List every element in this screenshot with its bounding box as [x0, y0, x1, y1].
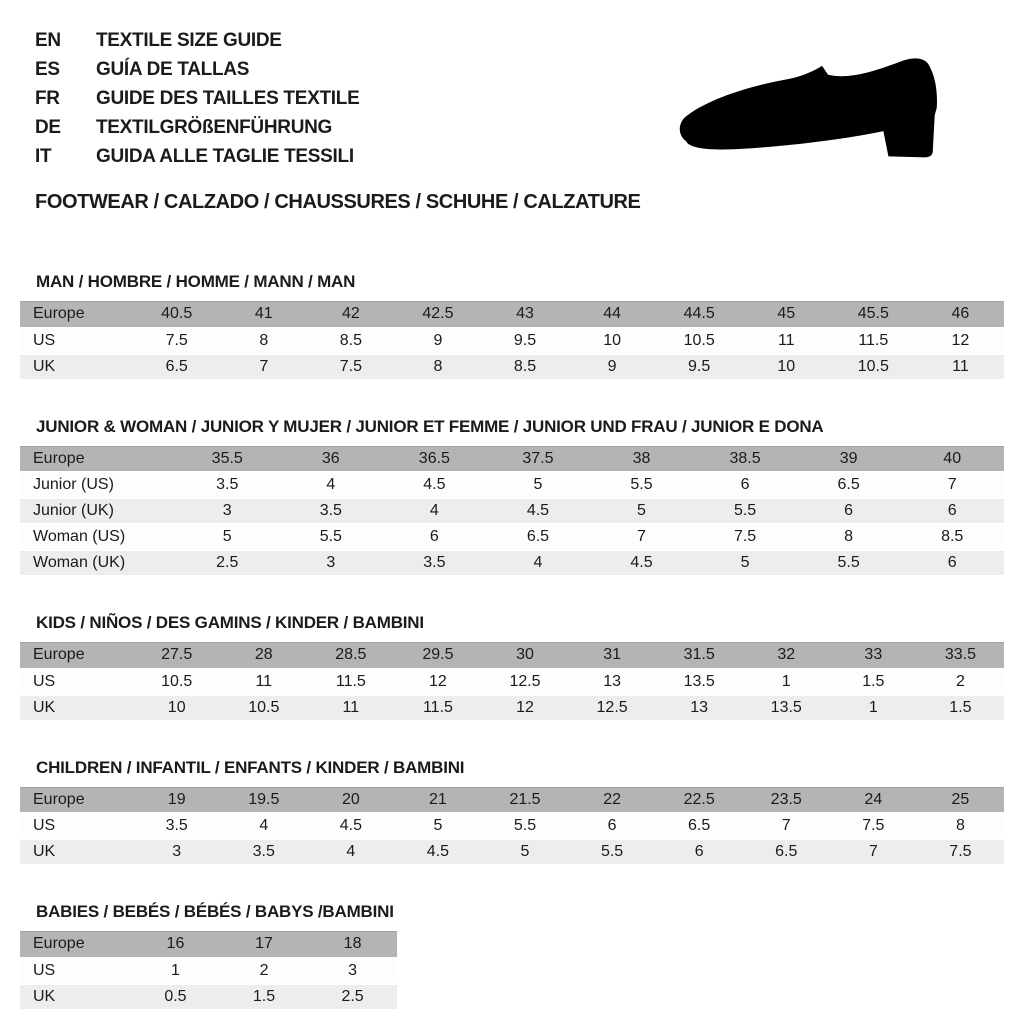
- row-label: UK: [20, 839, 133, 865]
- size-cell: 3.5: [279, 498, 383, 524]
- size-cell: 44.5: [656, 302, 743, 328]
- size-cell: 28: [220, 643, 307, 669]
- size-table-section: [20, 613, 1004, 722]
- size-cell: 4: [220, 813, 307, 839]
- size-cell: 17: [220, 932, 309, 958]
- table-row: [20, 839, 1004, 865]
- size-cell: 43: [481, 302, 568, 328]
- row-label: Junior (US): [20, 472, 175, 498]
- size-cell: 6.5: [797, 472, 901, 498]
- table-row: [20, 787, 1004, 813]
- table-row: [20, 695, 1004, 721]
- row-label: US: [20, 328, 133, 354]
- row-label: Europe: [20, 446, 175, 472]
- size-cell: 21: [394, 787, 481, 813]
- size-cell: 7.5: [917, 839, 1004, 865]
- size-cell: 4.5: [590, 550, 694, 576]
- size-cell: 13.5: [743, 695, 830, 721]
- size-cell: 4: [279, 472, 383, 498]
- language-code: FR: [35, 88, 60, 109]
- size-cell: 1.5: [917, 695, 1004, 721]
- size-cell: 7: [900, 472, 1004, 498]
- size-cell: 4.5: [383, 472, 487, 498]
- size-cell: 10: [133, 695, 220, 721]
- language-guide-title: TEXTILGRÖßENFÜHRUNG: [96, 117, 333, 138]
- table-row: [20, 669, 1004, 695]
- size-cell: 8.5: [900, 524, 1004, 550]
- size-cell: 10: [569, 328, 656, 354]
- size-cell: 35.5: [175, 446, 279, 472]
- size-cell: 9.5: [481, 328, 568, 354]
- size-cell: 2: [917, 669, 1004, 695]
- size-cell: 23.5: [743, 787, 830, 813]
- size-cell: 2.5: [308, 984, 397, 1010]
- size-table: [20, 301, 1004, 381]
- table-row: [20, 524, 1004, 550]
- size-cell: 8: [797, 524, 901, 550]
- size-cell: 40: [900, 446, 1004, 472]
- table-row: [20, 472, 1004, 498]
- size-cell: 25: [917, 787, 1004, 813]
- size-cell: 3: [133, 839, 220, 865]
- size-cell: 31: [569, 643, 656, 669]
- row-label: US: [20, 669, 133, 695]
- size-cell: 44: [569, 302, 656, 328]
- size-cell: 6.5: [656, 813, 743, 839]
- table-row: [20, 446, 1004, 472]
- size-cell: 9: [394, 328, 481, 354]
- size-cell: 36.5: [383, 446, 487, 472]
- table-title: JUNIOR & WOMAN / JUNIOR Y MUJER / JUNIOR ET FEMME / JUNIOR UND FRAU / JUNIOR E DONA: [36, 416, 824, 436]
- size-cell: 8: [220, 328, 307, 354]
- size-table: [20, 642, 1004, 722]
- size-table-section: [20, 902, 1004, 1011]
- size-cell: 11.5: [830, 328, 917, 354]
- size-cell: 45: [743, 302, 830, 328]
- row-label: Europe: [20, 787, 133, 813]
- size-cell: 4.5: [486, 498, 590, 524]
- size-cell: 46: [917, 302, 1004, 328]
- size-cell: 28.5: [307, 643, 394, 669]
- size-cell: 3.5: [383, 550, 487, 576]
- row-label: UK: [20, 354, 133, 380]
- size-cell: 7: [743, 813, 830, 839]
- size-cell: 1: [743, 669, 830, 695]
- size-cell: 10.5: [220, 695, 307, 721]
- row-label: Woman (US): [20, 524, 175, 550]
- size-cell: 20: [307, 787, 394, 813]
- size-cell: 8.5: [481, 354, 568, 380]
- size-cell: 13: [569, 669, 656, 695]
- table-row: [20, 550, 1004, 576]
- size-cell: 6: [656, 839, 743, 865]
- size-cell: 11: [220, 669, 307, 695]
- size-cell: 29.5: [394, 643, 481, 669]
- size-cell: 1: [131, 958, 220, 984]
- table-row: [20, 813, 1004, 839]
- table-row: [20, 958, 397, 984]
- size-cell: 10.5: [133, 669, 220, 695]
- row-label: UK: [20, 695, 133, 721]
- size-table: [20, 931, 397, 1011]
- language-guide-title: GUIDA ALLE TAGLIE TESSILI: [96, 146, 354, 167]
- size-cell: 12: [917, 328, 1004, 354]
- size-cell: 1.5: [830, 669, 917, 695]
- size-cell: 5.5: [797, 550, 901, 576]
- table-row: [20, 302, 1004, 328]
- size-cell: 3.5: [133, 813, 220, 839]
- size-cell: 5.5: [569, 839, 656, 865]
- row-label: Europe: [20, 643, 133, 669]
- row-label: US: [20, 813, 133, 839]
- size-cell: 4: [486, 550, 590, 576]
- table-title: CHILDREN / INFANTIL / ENFANTS / KINDER / BAMBINI: [36, 757, 465, 777]
- size-cell: 32: [743, 643, 830, 669]
- shoe-icon: [674, 52, 976, 164]
- row-label: Europe: [20, 932, 131, 958]
- language-guide-title: GUIDE DES TAILLES TEXTILE: [96, 88, 360, 109]
- size-cell: 41: [220, 302, 307, 328]
- size-cell: 8: [394, 354, 481, 380]
- size-cell: 18: [308, 932, 397, 958]
- size-cell: 30: [481, 643, 568, 669]
- size-cell: 40.5: [133, 302, 220, 328]
- size-cell: 3: [279, 550, 383, 576]
- size-cell: 5: [486, 472, 590, 498]
- size-cell: 12: [394, 669, 481, 695]
- size-cell: 10.5: [656, 328, 743, 354]
- size-table-section: [20, 758, 1004, 867]
- size-cell: 5: [481, 839, 568, 865]
- size-cell: 38: [590, 446, 694, 472]
- size-cell: 38.5: [693, 446, 797, 472]
- size-cell: 4.5: [307, 813, 394, 839]
- language-code: EN: [35, 30, 61, 51]
- size-cell: 6.5: [133, 354, 220, 380]
- size-cell: 5: [693, 550, 797, 576]
- size-cell: 11: [917, 354, 1004, 380]
- size-cell: 7: [590, 524, 694, 550]
- size-cell: 3.5: [220, 839, 307, 865]
- row-label: Woman (UK): [20, 550, 175, 576]
- size-table-section: [20, 272, 1004, 381]
- size-cell: 3: [175, 498, 279, 524]
- size-cell: 37.5: [486, 446, 590, 472]
- size-cell: 13: [656, 695, 743, 721]
- size-cell: 7.5: [133, 328, 220, 354]
- size-cell: 3.5: [175, 472, 279, 498]
- size-cell: 36: [279, 446, 383, 472]
- language-code: ES: [35, 59, 60, 80]
- size-cell: 24: [830, 787, 917, 813]
- size-cell: 6: [797, 498, 901, 524]
- language-code: IT: [35, 146, 52, 167]
- size-cell: 31.5: [656, 643, 743, 669]
- size-cell: 6: [900, 550, 1004, 576]
- size-cell: 5: [175, 524, 279, 550]
- size-cell: 7.5: [693, 524, 797, 550]
- size-cell: 13.5: [656, 669, 743, 695]
- size-cell: 2.5: [175, 550, 279, 576]
- size-cell: 5.5: [481, 813, 568, 839]
- size-cell: 11.5: [307, 669, 394, 695]
- size-table-section: [20, 417, 1004, 578]
- size-cell: 22: [569, 787, 656, 813]
- size-cell: 12.5: [569, 695, 656, 721]
- size-cell: 11: [307, 695, 394, 721]
- size-cell: 9: [569, 354, 656, 380]
- size-cell: 10.5: [830, 354, 917, 380]
- size-table: [20, 446, 1004, 578]
- size-cell: 8: [917, 813, 1004, 839]
- size-cell: 5.5: [279, 524, 383, 550]
- size-cell: 0.5: [131, 984, 220, 1010]
- size-cell: 19: [133, 787, 220, 813]
- table-row: [20, 984, 397, 1010]
- size-cell: 42.5: [394, 302, 481, 328]
- size-cell: 5: [590, 498, 694, 524]
- table-row: [20, 328, 1004, 354]
- size-cell: 1.5: [220, 984, 309, 1010]
- shoe-icon-path: [680, 58, 937, 157]
- size-cell: 4: [307, 839, 394, 865]
- size-cell: 16: [131, 932, 220, 958]
- size-cell: 6: [693, 472, 797, 498]
- size-cell: 4: [383, 498, 487, 524]
- size-cell: 5.5: [590, 472, 694, 498]
- size-cell: 8.5: [307, 328, 394, 354]
- size-cell: 6: [383, 524, 487, 550]
- table-title: MAN / HOMBRE / HOMME / MANN / MAN: [36, 272, 356, 291]
- size-cell: 6.5: [743, 839, 830, 865]
- size-cell: 27.5: [133, 643, 220, 669]
- table-row: [20, 932, 397, 958]
- size-cell: 6: [900, 498, 1004, 524]
- size-cell: 12.5: [481, 669, 568, 695]
- size-cell: 22.5: [656, 787, 743, 813]
- category-heading: FOOTWEAR / CALZADO / CHAUSSURES / SCHUHE / CALZATURE: [35, 191, 641, 213]
- size-cell: 2: [220, 958, 309, 984]
- table-row: [20, 643, 1004, 669]
- row-label: US: [20, 958, 131, 984]
- table-row: [20, 498, 1004, 524]
- size-cell: 6.5: [486, 524, 590, 550]
- size-cell: 5: [394, 813, 481, 839]
- size-cell: 19.5: [220, 787, 307, 813]
- size-table: [20, 787, 1004, 867]
- size-cell: 12: [481, 695, 568, 721]
- size-cell: 7.5: [307, 354, 394, 380]
- row-label: Junior (UK): [20, 498, 175, 524]
- size-cell: 45.5: [830, 302, 917, 328]
- language-guide-title: GUÍA DE TALLAS: [96, 59, 250, 80]
- table-row: [20, 354, 1004, 380]
- language-guide-title: TEXTILE SIZE GUIDE: [96, 30, 282, 51]
- size-tables: [20, 272, 1004, 1011]
- size-cell: 42: [307, 302, 394, 328]
- row-label: UK: [20, 984, 131, 1010]
- row-label: Europe: [20, 302, 133, 328]
- size-cell: 33.5: [917, 643, 1004, 669]
- size-cell: 10: [743, 354, 830, 380]
- size-cell: 7.5: [830, 813, 917, 839]
- size-cell: 11.5: [394, 695, 481, 721]
- language-code: DE: [35, 117, 61, 138]
- size-cell: 11: [743, 328, 830, 354]
- size-cell: 4.5: [394, 839, 481, 865]
- size-cell: 1: [830, 695, 917, 721]
- size-cell: 7: [830, 839, 917, 865]
- table-title: KIDS / NIÑOS / DES GAMINS / KINDER / BAMBINI: [36, 613, 424, 632]
- language-row: [35, 26, 1004, 55]
- size-cell: 3: [308, 958, 397, 984]
- size-cell: 9.5: [656, 354, 743, 380]
- table-title: BABIES / BEBÉS / BÉBÉS / BABYS /BAMBINI: [36, 902, 394, 921]
- size-cell: 33: [830, 643, 917, 669]
- size-cell: 7: [220, 354, 307, 380]
- size-cell: 6: [569, 813, 656, 839]
- size-cell: 21.5: [481, 787, 568, 813]
- size-cell: 39: [797, 446, 901, 472]
- size-cell: 5.5: [693, 498, 797, 524]
